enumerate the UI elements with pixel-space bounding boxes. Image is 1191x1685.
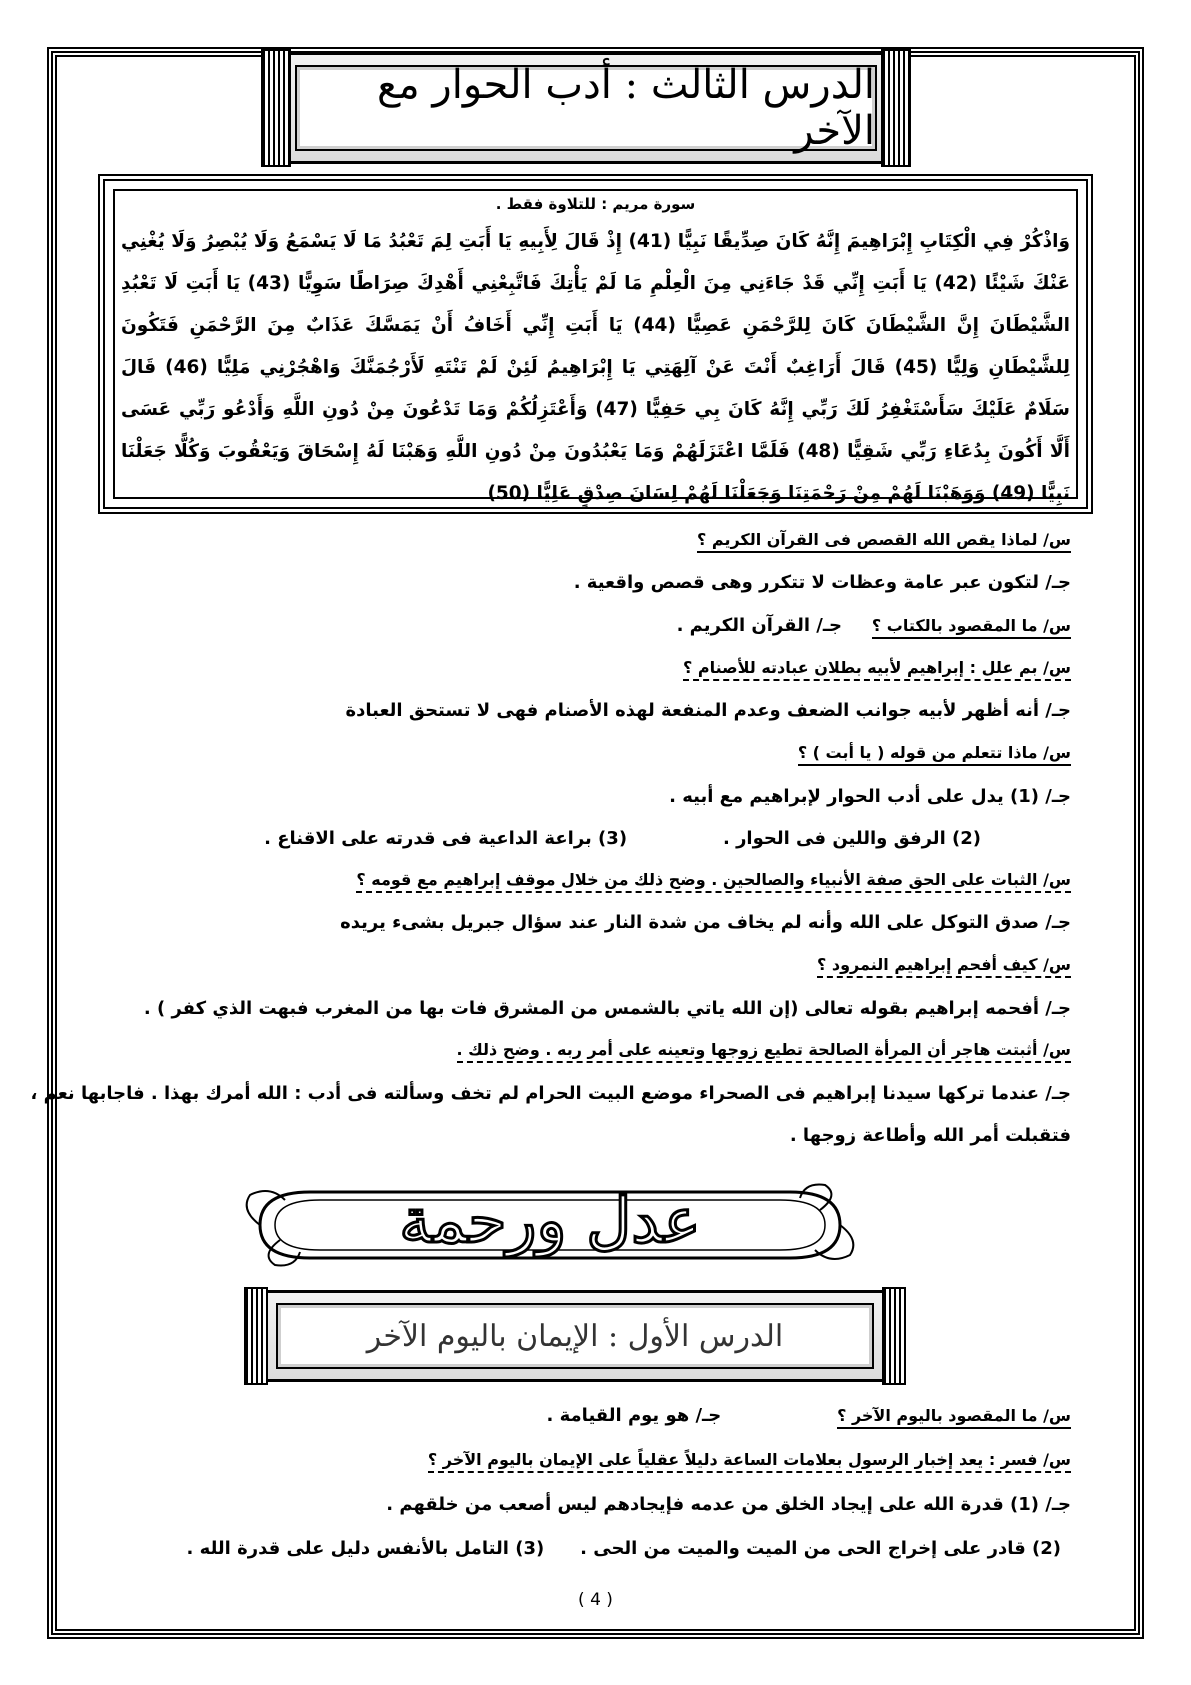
qa-line xyxy=(340,912,1071,933)
qa-line xyxy=(574,572,1071,593)
lesson1-question-1: س/ ما المقصود باليوم الآخر ؟ xyxy=(837,1406,1071,1429)
question-1: س/ لماذا يقص الله القصص فى القرآن الكريم ؟ xyxy=(697,530,1071,553)
surah-note: سورة مريم : للتلاوة فقط . xyxy=(495,195,696,213)
qa-line xyxy=(790,1125,1071,1146)
qa-line xyxy=(683,658,1071,678)
lesson3-title-banner xyxy=(262,52,910,164)
lesson1-title-frame xyxy=(276,1303,874,1369)
page-number: ( 4 ) xyxy=(578,1590,613,1610)
qa-line xyxy=(547,1405,1071,1426)
qa-line xyxy=(31,1083,1071,1104)
qa-line xyxy=(346,700,1071,721)
lesson1-title: الدرس الأول : الإيمان باليوم الآخر xyxy=(366,1318,784,1354)
qa-line xyxy=(144,998,1071,1019)
qa-line xyxy=(356,870,1071,890)
answer-5: جـ/ صدق التوكل على الله وأنه لم يخاف من شدة النار عند سؤال جبريل بشىء يريده xyxy=(340,912,1071,933)
banner-right-pillar xyxy=(881,49,911,167)
answer-3: جـ/ أنه أظهر لأبيه جوانب الضعف وعدم المنفعة لهذه الأصنام فهى لا تستحق العبادة xyxy=(345,700,1071,721)
qa-line xyxy=(386,1494,1071,1515)
question-6: س/ كيف أفحم إبراهيم النمرود ؟ xyxy=(817,955,1071,978)
answer-7-line-1: جـ/ عندما تركها سيدنا إبراهيم فى الصحراء موضع البيت الحرام لم تخف وسألته فى أدب : الله أمرك بهذا . فاجابها نعم ، xyxy=(30,1083,1071,1104)
banner-left-pillar xyxy=(244,1287,268,1385)
lesson1-answer-2-point-1: جـ/ (1) قدرة الله على إيجاد الخلق من عدمه فإيجادهم ليس أصعب من خلقهم . xyxy=(386,1494,1071,1515)
qa-line xyxy=(677,615,1071,636)
answer-1: جـ/ لتكون عبر عامة وعظات لا تتكرر وهى قصص واقعية . xyxy=(573,572,1071,593)
lesson1-question-2: س/ فسر : يعد إخبار الرسول بعلامات الساعة دليلاً عقلياً على الإيمان باليوم الآخر ؟ xyxy=(428,1450,1071,1473)
lesson3-title: الدرس الثالث : أدب الحوار مع الآخر xyxy=(376,62,875,154)
lesson1-answer-2-point-2: (2) قادر على إخراج الحى من الميت والميت من الحى . xyxy=(580,1538,1061,1559)
qa-line xyxy=(798,743,1071,763)
lesson1-answer-2-point-3: (3) التامل بالأنفس دليل على قدرة الله . xyxy=(186,1538,545,1559)
answer-4-point-2: (2) الرفق واللين فى الحوار . xyxy=(722,828,981,849)
question-2: س/ ما المقصود بالكتاب ؟ xyxy=(872,616,1071,639)
qa-line xyxy=(697,530,1071,550)
answer-4-point-1: جـ/ (1) يدل على أدب الحوار لإبراهيم مع أبيه . xyxy=(669,786,1071,807)
answer-6: جـ/ أفحمه إبراهيم بقوله تعالى (إن الله ياتي بالشمس من المشرق فات بها من المغرب فبهت الذي كفر ) . xyxy=(143,998,1071,1019)
quran-box xyxy=(98,174,1093,514)
qa-line xyxy=(817,955,1071,975)
qa-line xyxy=(457,1040,1072,1060)
banner-left-pillar xyxy=(261,49,291,167)
answer-7-line-2: فتقبلت أمر الله وأطاعة زوجها . xyxy=(789,1125,1071,1146)
answer-2: جـ/ القرآن الكريم . xyxy=(676,615,842,636)
lesson1-answer-1: جـ/ هو يوم القيامة . xyxy=(546,1405,722,1426)
quran-verses: وَاذْكُرْ فِي الْكِتَابِ إِبْرَاهِيمَ إِنَّهُ كَانَ صِدِّيقًا نَبِيًّا (41) إِذْ قَالَ لِأَبِيهِ يَا أَبَتِ لِمَ تَعْبُدُ مَا لَا يَسْمَعُ وَلَا يُبْصِرُ وَلَا يُغْنِي عَنْكَ شَيْئًا (42) يَا أَبَتِ إِنِّي قَدْ جَاءَنِي مِنَ الْعِلْمِ مَا لَمْ يَأْتِكَ فَاتَّبِعْنِي أَهْدِكَ صِرَاطًا سَوِيًّا (43) يَا أَبَتِ لَا تَعْبُدِ الشَّيْطَانَ إِنَّ الشَّيْطَانَ كَانَ لِلرَّحْمَنِ عَصِيًّا (44) يَا أَبَتِ إِنِّي أَخَافُ أَنْ يَمَسَّكَ عَذَابٌ مِنَ الرَّحْمَنِ فَتَكُونَ لِلشَّيْطَانِ وَلِيًّا (45) قَالَ أَرَاغِبٌ أَنْتَ عَنْ آلِهَتِي يَا إِبْرَاهِيمُ لَئِنْ لَمْ تَنْتَهِ لَأَرْجُمَنَّكَ وَاهْجُرْنِي مَلِيًّا (46) قَالَ سَلَامٌ عَلَيْكَ سَأَسْتَغْفِرُ لَكَ رَبِّي إِنَّهُ كَانَ بِي حَفِيًّا (47) وَأَعْتَزِلُكُمْ وَمَا تَدْعُونَ مِنْ دُونِ اللَّهِ وَأَدْعُو رَبِّي عَسَى أَلَّا أَكُونَ بِدُعَاءِ رَبِّي شَقِيًّا (48) فَلَمَّا اعْتَزَلَهُمْ وَمَا يَعْبُدُونَ مِنْ دُونِ اللَّهِ وَهَبْنَا لَهُ إِسْحَاقَ وَيَعْقُوبَ وَكُلًّا جَعَلْنَا نَبِيًّا (49) وَوَهَبْنَا لَهُمْ مِنْ رَحْمَتِنَا وَجَعَلْنَا لَهُمْ لِسَانَ صِدْقٍ عَلِيًّا (50) xyxy=(121,231,1071,504)
unit-title: عدل ورحمة xyxy=(399,1184,701,1257)
qa-line xyxy=(187,1538,1061,1559)
unit-scroll-heading xyxy=(240,1180,860,1270)
question-7: س/ أثبتت هاجر أن المرأة الصالحة تطيع زوجها وتعينه على أمر ربه . وضح ذلك . xyxy=(457,1040,1072,1063)
qa-line xyxy=(669,786,1071,807)
lesson1-title-banner xyxy=(245,1290,905,1382)
question-3: س/ بم علل : إبراهيم لأبيه بطلان عبادته للأصنام ؟ xyxy=(683,658,1071,681)
banner-right-pillar xyxy=(882,1287,906,1385)
question-5: س/ الثبات على الحق صفة الأنبياء والصالحين . وضح ذلك من خلال موقف إبراهيم مع قومه ؟ xyxy=(356,870,1071,893)
qa-line xyxy=(264,828,981,849)
qa-line xyxy=(428,1450,1071,1470)
lesson3-title-frame xyxy=(295,62,877,154)
question-4: س/ ماذا تتعلم من قوله ( يا أبت ) ؟ xyxy=(798,743,1071,766)
answer-4-point-3: (3) براعة الداعية فى قدرته على الاقناع . xyxy=(264,828,628,849)
